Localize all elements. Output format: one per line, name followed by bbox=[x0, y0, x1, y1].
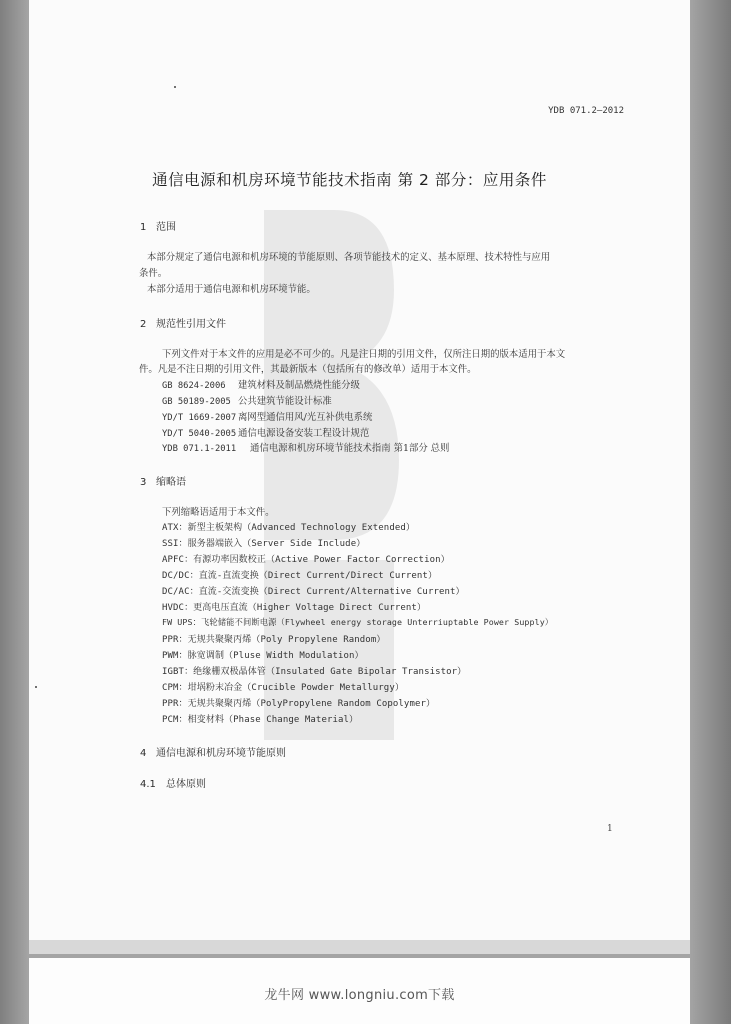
refs-intro-line-1: 下列文件对于本文件的应用是必不可少的。凡是注日期的引用文件，仅所注日期的版本适用于本文 bbox=[162, 349, 566, 360]
footer-source-text: 龙牛网 www.longniu.com下载 bbox=[264, 988, 455, 1003]
scan-speck bbox=[174, 86, 176, 88]
abbr-item: PPR：无规共聚聚丙烯（PolyPropylene Random Copolymer） bbox=[162, 699, 436, 709]
ref-item: YD/T 1669-2007 离网型通信用风/光互补供电系统 bbox=[162, 412, 373, 423]
abbr-item: APFC：有源功率因数校正（Active Power Factor Correction） bbox=[162, 555, 450, 565]
refs-intro-line-2: 件。凡是不注日期的引用文件，其最新版本（包括所有的修改单）适用于本文件。 bbox=[139, 364, 477, 375]
page-title: 通信电源和机房环境节能技术指南 第 2 部分：应用条件 bbox=[152, 171, 547, 189]
page-edge bbox=[29, 940, 690, 954]
abbr-item: HVDC：更高电压直流（Higher Voltage Direct Current） bbox=[162, 603, 427, 613]
abbr-item: PPR：无规共聚聚丙烯（Poly Propylene Random） bbox=[162, 635, 386, 645]
abbr-item: SSI：服务器端嵌入（Server Side Include） bbox=[162, 539, 366, 549]
abbr-item: PWM：脉宽调制（Pluse Width Modulation） bbox=[162, 651, 364, 661]
scan-speck bbox=[35, 686, 37, 688]
document-code: YDB 071.2—2012 bbox=[548, 106, 624, 116]
abbr-item: IGBT：绝缘栅双极晶体管（Insulated Gate Bipolar Transistor） bbox=[162, 667, 467, 677]
abbr-item: FW UPS：飞轮储能不间断电源（Flywheel energy storage Unterriuptable Power Supply） bbox=[162, 617, 554, 627]
ref-item: YD/T 5040-2005 通信电源设备安装工程设计规范 bbox=[162, 428, 370, 439]
abbr-item: ATX：新型主板架构（Advanced Technology Extended） bbox=[162, 523, 415, 533]
section-heading-1: 1 范围 bbox=[140, 222, 176, 233]
ref-item: YDB 071.1-2011 通信电源和机房环境节能技术指南 第1部分 总则 bbox=[162, 443, 450, 454]
abbr-item: DC/DC：直流-直流变换（Direct Current/Direct Current） bbox=[162, 571, 438, 581]
section-heading-4: 4 通信电源和机房环境节能原则 bbox=[140, 748, 286, 759]
page-number: 1 bbox=[607, 824, 613, 834]
footer-bar bbox=[29, 958, 690, 1024]
scope-line-1: 本部分规定了通信电源和机房环境的节能原则、各项节能技术的定义、基本原理、技术特性与应用 bbox=[147, 252, 551, 263]
ref-item: GB 50189-2005 公共建筑节能设计标准 bbox=[162, 396, 332, 407]
abbr-intro: 下列缩略语适用于本文件。 bbox=[162, 507, 275, 518]
abbr-item: PCM：相变材料（Phase Change Material） bbox=[162, 715, 359, 725]
ref-item: GB 8624-2006 建筑材料及制品燃烧性能分级 bbox=[162, 380, 360, 391]
scope-line-2: 条件。 bbox=[139, 268, 168, 279]
section-heading-3: 3 缩略语 bbox=[140, 477, 186, 488]
section-heading-2: 2 规范性引用文件 bbox=[140, 319, 226, 330]
section-heading-4-1: 4.1 总体原则 bbox=[140, 779, 206, 790]
abbr-item: CPM：坩埚粉末冶金（Crucible Powder Metallurgy） bbox=[162, 683, 404, 693]
document-page bbox=[29, 0, 690, 940]
abbr-item: DC/AC：直流-交流变换（Direct Current/Alternative Current） bbox=[162, 587, 465, 597]
scope-line-3: 本部分适用于通信电源和机房环境节能。 bbox=[147, 284, 316, 295]
